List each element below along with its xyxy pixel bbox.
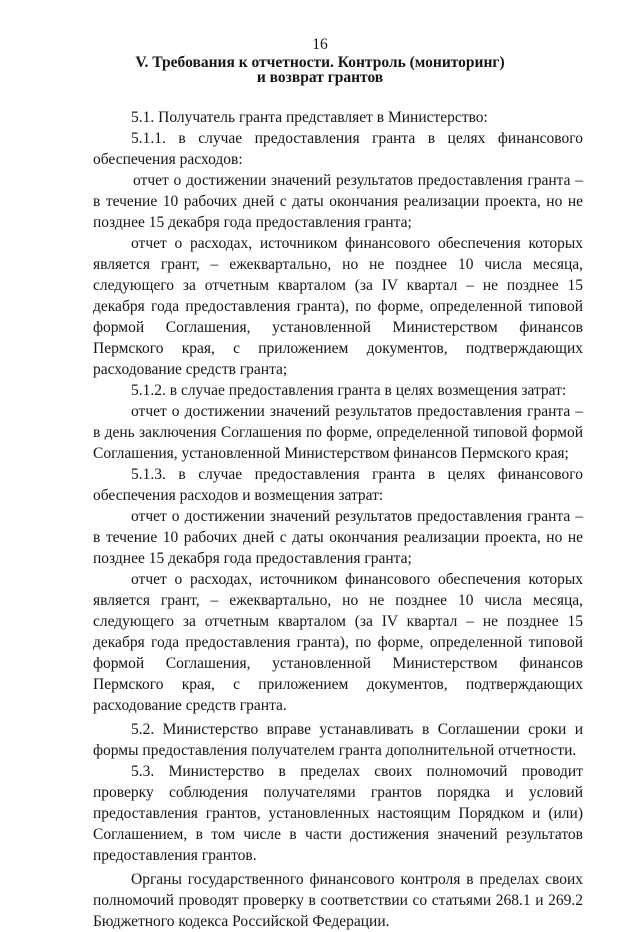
paragraph-report-results: отчет о достижении значений результатов предоставления гранта – в течение 10 рабочих дней с даты окончания реализации проекта, но не позднее 15 декабря года предоставления гранта;	[93, 172, 583, 231]
paragraph-report-expenses: отчет о расходах, источником финансового обеспечения которых является грант, – ежеквартально, но не позднее 10 числа месяца, следующего за отчетным кварталом (за IV квартал – не позднее 15 декабря года предоставления гранта), по форме, определенной типовой формой Соглашения, установленной Министерством финансов Пермского края, с приложением документов, подтверждающих расходование средств гранта;	[93, 235, 583, 378]
paragraph-5-1: 5.1. Получатель гранта представляет в Министерство:	[131, 109, 488, 126]
document-body	[93, 107, 583, 932]
paragraph-5-1-1: 5.1.1. в случае предоставления гранта в целях финансового обеспечения расходов:	[93, 130, 583, 168]
page-number: 16	[312, 36, 328, 53]
paragraph-5-2: 5.2. Министерство вправе устанавливать в Соглашении сроки и формы предоставления получателем гранта дополнительной отчетности.	[93, 721, 583, 759]
paragraph-report-results-2: отчет о достижении значений результатов предоставления гранта – в течение 10 рабочих дней с даты окончания реализации проекта, но не позднее 15 декабря года предоставления гранта;	[93, 508, 583, 567]
paragraph-5-1-2: 5.1.2. в случае предоставления гранта в целях возмещения затрат:	[131, 382, 567, 399]
paragraph-state-control: Органы государственного финансового контроля в пределах своих полномочий проводят проверку в соответствии со статьями 268.1 и 269.2 Бюджетного кодекса Российской Федерации.	[93, 871, 583, 930]
paragraph-report-expenses-2: отчет о расходах, источником финансового обеспечения которых является грант, – ежеквартально, но не позднее 10 числа месяца, следующего за отчетным кварталом (за IV квартал – не позднее 15 декабря года предоставления гранта), по форме, определенной типовой формой Соглашения, установленной Министерством финансов Пермского края, с приложением документов, подтверждающих расходование средств гранта.	[93, 571, 583, 714]
paragraph-report-results-reimbursement: отчет о достижении значений результатов предоставления гранта – в день заключения Соглашения по форме, определенной типовой формой Соглашения, установленной Министерством финансов Пермского края;	[93, 403, 583, 462]
section-heading-line-2: и возврат грантов	[256, 69, 384, 86]
paragraph-5-1-3: 5.1.3. в случае предоставления гранта в целях финансового обеспечения расходов и возмещения затрат:	[93, 466, 583, 504]
section-heading	[60, 55, 580, 85]
section-heading-line-1: V. Требования к отчетности. Контроль (мониторинг)	[135, 54, 505, 71]
paragraph-5-3: 5.3. Министерство в пределах своих полномочий проводит проверку соблюдения получателями грантов порядка и условий предоставления грантов, установленных настоящим Порядком и (или) Соглашением, в том числе в части достижения значений результатов предоставления грантов.	[93, 763, 583, 864]
